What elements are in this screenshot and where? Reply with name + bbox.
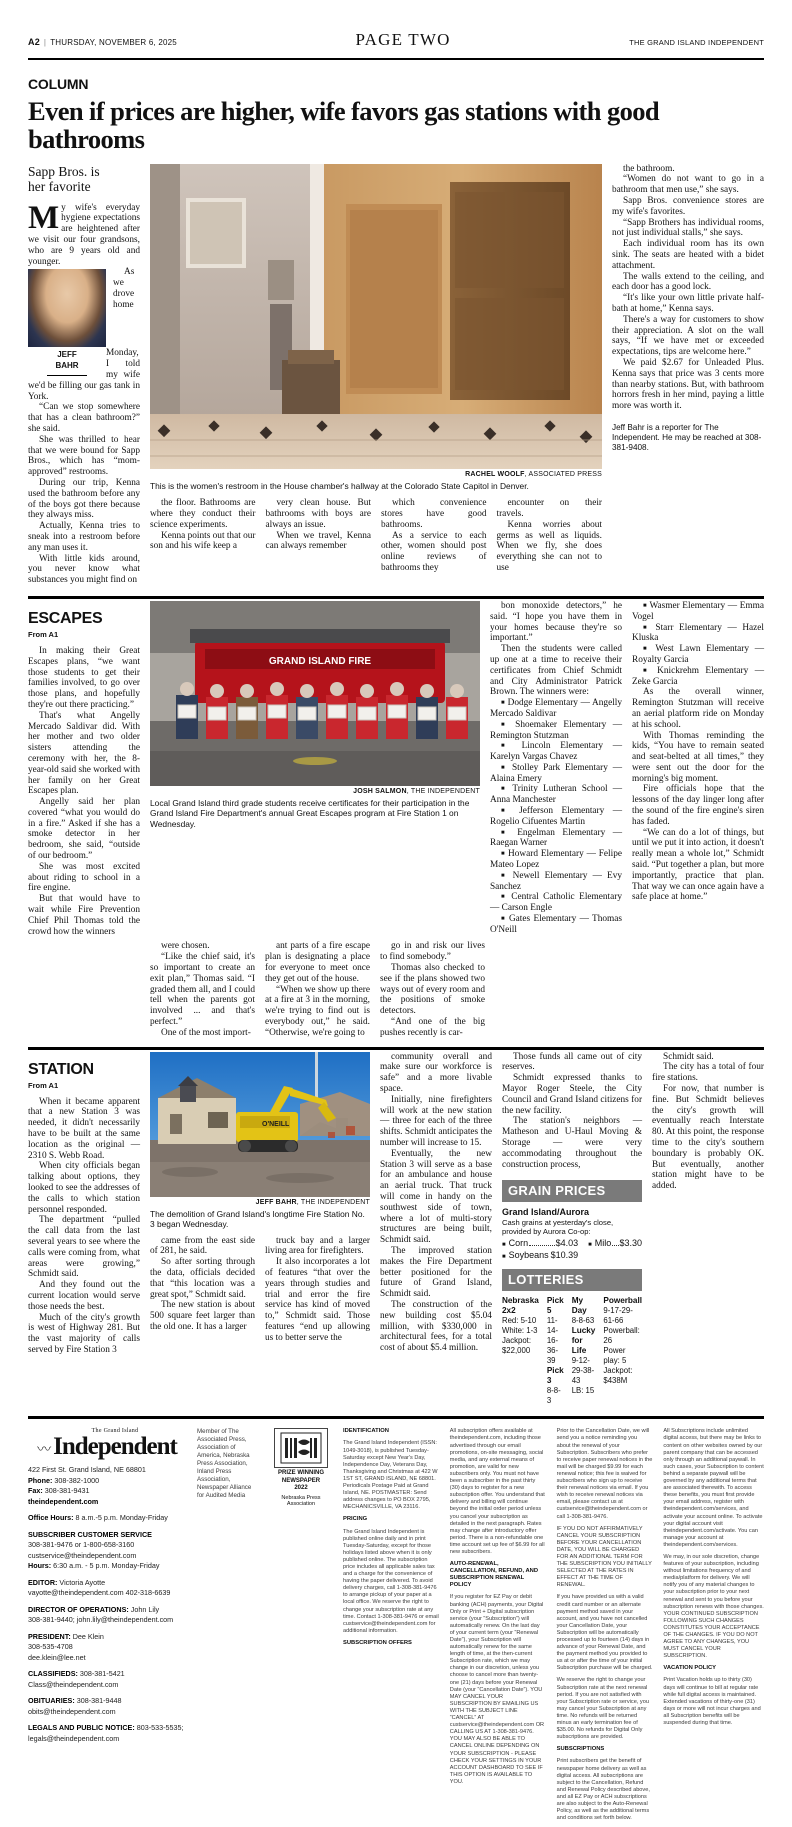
deck-line-1: Sapp Bros. is [28, 163, 100, 179]
escapes-winners-list [490, 698, 622, 936]
paragraph: In making their Great Escapes plans, “we want those students to get their families involved, to go over those plans, and hopefully they're out there practicing.” [28, 645, 140, 710]
paragraph: The department “pulled the call data from the last several years to see where the calls were coming from, what areas were growing,” Schmidt said. [28, 1215, 140, 1280]
bullet-icon: ■ [501, 786, 508, 793]
lottery-column [572, 1296, 596, 1406]
publication-name: THE GRAND ISLAND INDEPENDENT [629, 38, 764, 47]
autorenew-head: AUTO-RENEWAL, CANCELLATION, REFUND, AND SUBSCRIPTION RENEWAL POLICY [449, 1561, 539, 1589]
lottery-game-name: Pick 3 [546, 1366, 564, 1386]
escapes-head: ESCAPES [28, 609, 103, 627]
footer-autorenew-col [557, 1428, 653, 1827]
paragraph: bon monoxide detectors,” he said. “I hope you have them in your homes because they're so important.” [490, 600, 622, 644]
award-association: Nebraska Press Association [281, 1494, 321, 1507]
grain-prices-box [502, 1180, 642, 1260]
lottery-game-name: Nebraska 2x2 [501, 1296, 539, 1316]
station-mid-columns [150, 1236, 370, 1344]
paragraph: And they found out the current location would serve those needs the best. [28, 1280, 140, 1312]
lotteries-box [502, 1269, 642, 1406]
photo-credit-org: , ASSOCIATED PRESS [524, 470, 602, 478]
changes-text: We may, in our sole discretion, change features of your subscription, including without limitations frequency of and media/platform for delivery. We will notify you of any material changes to your subscription prior to your next renewal and sent to you before your subscription renews with those changes. YOUR CONTINUED SUBSCRIPTION FOLLOWING SUCH CHANGES CONSTITUTES YOUR ACCEPTANCE OF THE CHANGES. IF YOU DO NOT AGREE TO ANY CHANGES, YOU MUST CANCEL YOUR SUBSCRIPTION. [663, 1553, 764, 1660]
station-from: From A1 [28, 1080, 59, 1090]
autorenew-text-5: We reserve the right to change your Subscription rate at the next renewal period. If you are not satisfied with your Subscription rate or service, you may cancel your Subscription at any time. No refunds will be returned minus an early termination fee of $35.00. No refunds for Digital Only subscriptions are provided. [556, 1677, 649, 1741]
paragraph: The construction of the new building cost $5.04 million, with $330,000 in architectural fees, for a total cost of about $5.4 million. [380, 1299, 492, 1354]
jump-col-1 [150, 498, 256, 574]
president-label: PRESIDENT: [28, 1631, 71, 1641]
winner-item: ■ Starr Elementary — Hazel Kluska [632, 622, 764, 644]
suboffers-head: SUBSCRIPTION OFFERS [343, 1639, 412, 1646]
paragraph: go in and risk our lives to find somebody.” [380, 941, 485, 963]
winner-item: ■ Shoemaker Elementary — Remington Stutzman [490, 719, 622, 741]
station-col-2 [150, 1236, 255, 1344]
phone-value[interactable]: 308-382-1000 [54, 1475, 100, 1485]
escapes-winners-list-2 [632, 601, 764, 687]
identification-head: IDENTIFICATION [343, 1428, 389, 1435]
deck-line-2: her favorite [28, 178, 91, 194]
phone-label: Phone: [28, 1475, 53, 1485]
editor-label: EDITOR: [28, 1577, 58, 1587]
award-seal-icon [274, 1428, 328, 1468]
jump-col-3 [381, 498, 487, 574]
classifieds-email[interactable]: Class@theindependent.com [28, 1679, 119, 1689]
paragraph: Eventually, the new Station 3 will serve as a base for an ambulance and house an aerial truck. That truck will come in handy on the southwest side of town, where a lot of multi-story structures are being built, Schmidt said. [380, 1148, 492, 1246]
paragraph: The station's neighbors — Matheson and U-Haul Moving & Storage — were very accommodating throughout the construction process, [501, 1116, 643, 1170]
paragraph: Much of the city's growth is west of Highway 281. But the vast majority of calls served by Fire Station 3 [28, 1312, 140, 1355]
column-right [612, 164, 764, 586]
column-right-text [612, 164, 764, 412]
escapes-col-5-wrap [490, 601, 622, 938]
award-line-2: NEWSPAPER [281, 1477, 321, 1484]
autorenew-text-2: Prior to the Cancellation Date, we will send you a notice reminding you about the renewal of your Subscription. Subscribers who prefer to receive paper renewal notices in the mail will be charged $9.99 for each renewal notice; this fee is waived for subscribers who sign up to receive their renewal notices via email. If you wish to receive renewal notices via email, please contact us at custservice@theindependent.com or call 1-308-381-9476. [556, 1428, 653, 1520]
paragraph: Each individual room has its own sink. The seats are heated with a bidet attachment. [612, 239, 764, 271]
paragraph: When it became apparent that a new Station 3 was needed, it didn't necessarily have to be built at the same location as the original — 2310 S. Webb Road. [28, 1096, 140, 1161]
mugshot-name-line-1: JEFF [57, 350, 77, 360]
lottery-column [603, 1296, 642, 1406]
bullet-icon: ■ [501, 700, 505, 707]
grain-row [502, 1250, 578, 1261]
bullet-icon: ■ [501, 1241, 506, 1248]
legals-email[interactable]: legals@theindependent.com [28, 1733, 120, 1743]
escapes-lower-columns [28, 941, 764, 1038]
obits-phone[interactable]: 308-381-9448 [76, 1696, 122, 1706]
lottery-result: 9-12-29-38-43 [571, 1356, 595, 1386]
paragraph: truck bay and a larger living area for firefighters. [265, 1235, 370, 1257]
escapes-credit-name: JOSH SALMON [353, 787, 407, 795]
bullet-icon: ■ [501, 808, 511, 815]
lottery-result: Power play: 5 [603, 1346, 627, 1366]
paragraph: We paid $2.67 for Unleaded Plus. Kenna says that price was 3 cents more than nearby stations. But, with bathroom horrors fresh in her mind, paying a little more was worth it. [612, 357, 764, 412]
lotteries-title: LOTTERIES [502, 1269, 642, 1291]
great-escapes-photo [150, 601, 480, 786]
footer-address: 422 First St. Grand Island, NE 68801 [28, 1465, 146, 1475]
paragraph: “Can we stop somewhere that has a clean bathroom?” she said. [28, 402, 140, 434]
paragraph: She was thrilled to hear that we were bound for Sapp Bros., which has “mom-approved” restrooms. [28, 434, 140, 478]
grain-price: $3.30 [619, 1237, 643, 1248]
paragraph: “It's like your own little private half-bath at home,” Kenna says. [612, 293, 764, 314]
escapes-credit-org: , THE INDEPENDENT [406, 787, 480, 795]
folio-date: THURSDAY, NOVEMBER 6, 2025 [50, 38, 177, 47]
office-hours-label: Office Hours: [28, 1513, 74, 1523]
dirops-name: John Lily [130, 1604, 160, 1614]
lottery-result: LB: 15 [571, 1386, 595, 1396]
classifieds-label: CLASSIFIEDS: [28, 1669, 78, 1679]
escapes-col-4 [380, 941, 485, 1038]
grain-name: Milo [594, 1237, 612, 1248]
grain-rows [502, 1236, 642, 1260]
station-col-6 [652, 1052, 764, 1192]
lottery-result: White: 1-3 [501, 1326, 538, 1336]
classifieds-phone[interactable]: 308-381-5421 [79, 1669, 125, 1679]
editor-name: Victoria Ayotte [59, 1577, 106, 1587]
footer-contact-block [28, 1465, 186, 1744]
paragraph: Schmidt expressed thanks to Mayor Roger Steele, the City Council and Grand Island citizens for the new facility. [501, 1073, 643, 1116]
paragraph: As a service to each other, women should post online reviews of bathrooms they [381, 530, 487, 573]
station-head: STATION [28, 1060, 94, 1078]
paragraph: Schmidt said. [663, 1051, 714, 1062]
digital-text: All Subscriptions include unlimited digital access, but there may be links to content on other websites owned by our parent company that can be accessed only through an additional paywall. In such cases, your Subscription to content behind a separate paywall will be governed by any additional terms that are associated therewith. To access these benefits, you must first provide your email address, register with theindependent.com/services, and activate your account online. To activate your digital account visit theindependent.com/activate. You can manage your account at theindependent.com/services. [663, 1428, 764, 1548]
bullet-icon: ■ [643, 624, 650, 631]
photo-graphic [150, 1052, 370, 1197]
footer-contact-col [28, 1428, 186, 1827]
station-section [28, 1052, 764, 1407]
escapes-section [28, 601, 764, 938]
grain-price: $4.03 [555, 1237, 579, 1248]
grain-name: Corn [508, 1237, 529, 1248]
dirops-label: DIRECTOR OF OPERATIONS: [28, 1604, 129, 1614]
photo-credit-name: RACHEL WOOLF [465, 470, 525, 478]
lottery-game-name: Pick 5 [546, 1296, 564, 1316]
paragraph: For now, that number is fine. But Schmidt believes the city's growth will eventually reach Interstate 80. At this point, the response time to the city's southern boundary is probably OK. But eventually, another station might have to be added. [652, 1084, 765, 1192]
fax-label: Fax: [28, 1486, 43, 1496]
paragraph: It also incorporates a lot of features “that over the years through studies and trial and error the fire service has kind of moved to,” Schmidt said. Those features “end up allowing us to better serve the [265, 1257, 370, 1343]
obits-label: OBITUARIES: [28, 1696, 75, 1706]
identification-text: The Grand Island Independent (ISSN: 1049-3018), is published Tuesday-Saturday except New Year's Day, Independence Day, Veterans Day, Thanksgiving and Christmas at 422 W 1ST ST, GRAND ISLAND, NE 68801. Periodicals Postage Paid at Grand Island, NE. POSTMASTER: Send address changes to PO BOX 2795, MECHANICSVILLE, VA 23116. [343, 1440, 438, 1511]
column-photo-block [150, 164, 602, 586]
autorenew-text-3: IF YOU DO NOT AFFIRMATIVELY CANCEL YOUR SUBSCRIPTION BEFORE YOUR CANCELLATION DATE, YOU WILL BE CHARGED FOR AN ADDITIONAL TERM FOR THE SUBSCRIPTION YOU INITIALLY SELECTED AT THE RATES IN EFFECT AT THE TIME OF RENEWAL. [556, 1525, 652, 1589]
bullet-icon: ■ [501, 851, 506, 858]
member-text: Member of The Associated Press, Association of America, Nebraska Press Association, Inland Press Association, Newspaper Alliance for Audited Media [197, 1428, 252, 1500]
lottery-result: 9-17-29-61-66 [603, 1306, 633, 1326]
paragraph: One of the most import- [161, 1027, 251, 1038]
lottery-result: $22,000 [501, 1346, 531, 1356]
president-phone[interactable]: 308-535-4708 [28, 1642, 73, 1652]
suboffers-text: All subscription offers available at theindependent.com, including those advertised through our email promotions, on-site messaging, social media, and any external means of promotion, are valid for new subscribers only. You must not have been a subscriber in the past thirty (30) days to register for a new subscription offer. You understand that delivery and billing will continue beyond the initial order period unless you cancel your subscription as detailed in the next paragraph. Rates may change after introductory offer period. There is a non-refundable one time account set up fee of $6.99 for all new subscribers. [449, 1428, 545, 1555]
subscriber-phone[interactable]: 308-381-9476 or 1-800-658-3160 [28, 1540, 135, 1550]
bullet-icon: ■ [501, 872, 508, 879]
station-col-6-wrap [652, 1052, 764, 1407]
photo-credit [150, 471, 602, 478]
mugshot-name-line-2: BAHR [55, 361, 79, 371]
president-name: Dee Klein [72, 1631, 104, 1641]
station-col-4-wrap [380, 1052, 492, 1407]
bullet-icon: ■ [501, 829, 510, 836]
president-email[interactable]: dee.klein@lee.net [28, 1652, 86, 1662]
paragraph: The new station is about 500 square feet larger than the old one. It has a larger [150, 1300, 255, 1332]
paragraph: Sapp Bros. convenience stores are my wife's favorites. [612, 196, 764, 217]
nameplate: Independent [53, 1433, 177, 1461]
bullet-icon: ■ [643, 667, 651, 674]
station-left [28, 1052, 140, 1407]
folio-left: A2 | THURSDAY, NOVEMBER 6, 2025 [28, 37, 177, 47]
capitol-restroom-photo [150, 164, 602, 469]
bullet-icon: ■ [501, 916, 506, 923]
column-lead [28, 199, 140, 268]
paragraph: Angelly said her plan covered “what you would do in a fire.” Asked if she has a smoke detector in her bedroom, she said, “outside of our bedroom.” [28, 797, 140, 862]
footer-offers-col [450, 1428, 546, 1827]
lotteries-grid [502, 1296, 642, 1406]
escapes-divider [28, 596, 764, 599]
page-number: A2 [28, 37, 40, 47]
grain-prices-title: GRAIN PRICES [502, 1180, 642, 1202]
paragraph: Actually, Kenna tries to sneak into a restroom before any man uses it. [28, 521, 140, 553]
vacation-text: Print Vacation holds up to thirty (30) days will continue to bill at regular rate while full digital access is maintained. Extended vacations of thirty-one (31) days or more will not incur charges and all Subscription benefits will be suspended during that time. [663, 1677, 761, 1727]
winner-item: ■ Newell Elementary — Evy Sanchez [490, 870, 623, 892]
winner-item: ■ Gates Elementary — Thomas O'Neill [490, 914, 623, 935]
grain-row [588, 1238, 642, 1249]
lottery-result: Jackpot: [501, 1336, 532, 1346]
escapes-col-3 [265, 941, 370, 1038]
column-tagline: Jeff Bahr is a reporter for The Independent. He may be reached at 308-381-9408. [612, 422, 762, 453]
column-jump-columns [150, 498, 602, 574]
obits-email[interactable]: obits@theindependent.com [28, 1706, 116, 1716]
pricing-head: PRICING [343, 1516, 368, 1523]
drop-cap: M [28, 199, 60, 236]
bullet-icon: ■ [643, 646, 650, 653]
paragraph: She was most excited about riding to school in a fire engine. [28, 861, 140, 894]
paragraph: Those funds all came out of city reserves. [501, 1051, 643, 1073]
pricing-text: The Grand Island Independent is published online daily and in print Tuesday-Saturday, except for those holidays listed above when it is only published online. The subscription price includes all applicable sales tax and a charge for the convenience of having the paper delivered. To avoid delivery charges, call 1-308-381-9476 to arrange pickup of your paper at a local office. We reserve the right to change your subscription rate at any time. Contact 1-308-381-9476 or email custservice@theindependent.com for additional information. [343, 1528, 439, 1634]
escapes-col-6 [632, 687, 764, 903]
station-right-rail [502, 1052, 642, 1407]
winner-item: ■ Howard Elementary — Felipe Mateo Lopez [490, 849, 622, 871]
paragraph: Thomas also checked to see if the plans showed two ways out of every room and the positions of smoke detectors. [380, 963, 485, 1017]
winner-item: ■ Dodge Elementary — Angelly Mercado Saldivar [490, 698, 623, 719]
paragraph: ant parts of a fire escape plan is designating a place for everyone to meet once they get out of the house. [265, 941, 370, 984]
paragraph: There's a way for customers to show their appreciation. A slot on the wall says, “If we have met or exceeded expectations, tips are welcome here.” [612, 314, 764, 358]
swoosh-icon: 〰 [37, 1443, 52, 1459]
subscriber-service-head: SUBSCRIBER CUSTOMER SERVICE [28, 1529, 152, 1539]
paragraph: The city has a total of four fire stations. [652, 1062, 765, 1084]
winner-item: ■ Wasmer Elementary — Emma Vogel [632, 600, 765, 622]
paragraph: the bathroom. [623, 163, 675, 174]
grain-price: $10.39 [550, 1249, 579, 1260]
award-year: 2022 [294, 1485, 308, 1492]
paragraph: So after sorting through the data, officials decided that “this location was a great spot,” Schmidt said. [150, 1257, 255, 1300]
leader-dots [612, 1245, 618, 1246]
column-story-top [28, 164, 764, 586]
office-hours-value: 8 a.m.-5 p.m. Monday-Friday [75, 1513, 168, 1523]
station-col-3 [265, 1236, 370, 1344]
paragraph: the floor. Bathrooms are where they conduct their science experiments. [150, 498, 256, 530]
svg-text:GRAND ISLAND FIRE: GRAND ISLAND FIRE [268, 655, 372, 667]
mugshot-divider [47, 375, 87, 376]
escapes-from: From A1 [28, 629, 59, 639]
paragraph: “When we show up there at a fire at 3 in the morning, we're trying to find out is everybody out,” he said. “Otherwise, we're going to [265, 984, 370, 1038]
subscriber-email[interactable]: custservice@theindependent.com [28, 1550, 137, 1560]
station-divider [28, 1047, 764, 1050]
vacation-head: VACATION POLICY [663, 1665, 716, 1672]
bullet-icon: ■ [643, 602, 647, 609]
footer-award-col [270, 1428, 332, 1827]
grain-row [502, 1238, 578, 1249]
footer-divider [28, 1416, 764, 1419]
paragraph: Initially, nine firefighters will work at the new station — three for each of the three shifts. Schmidt anticipates the number will increase to 15. [380, 1094, 492, 1148]
station-credit-name: JEFF BAHR [255, 1198, 297, 1206]
winner-item: ■ West Lawn Elementary — Royalty Garcia [632, 644, 764, 665]
bullet-icon: ■ [588, 1241, 592, 1248]
footer-digital-col [663, 1428, 764, 1827]
lottery-column [547, 1296, 564, 1406]
station-col-5 [502, 1052, 642, 1171]
jeff-bahr-mugshot [28, 269, 106, 347]
paragraph: But that would have to wait while Fire Prevention Chief Phil Thomas told the crowd how the winners [28, 894, 140, 937]
station-photo-credit [150, 1199, 370, 1206]
lottery-result: 8-8-63 [571, 1316, 595, 1326]
escapes-photo-block [150, 601, 480, 938]
paragraph: As the overall winner, Remington Stutzman will receive an aerial platform ride on Monday at his school. [632, 687, 764, 730]
winner-item: ■ Jefferson Elementary — Rogelio Cifuentes Martin [490, 806, 623, 827]
paragraph: “And one of the big pushes recently is car- [380, 1017, 485, 1038]
station-col-4 [380, 1052, 492, 1354]
grain-name: Soybeans [508, 1249, 549, 1260]
paragraph: “Like the chief said, it's so important to create an exit plan,” Thomas said. “I graded them all, and I could tell when the parents got involved ... and that's perfect.” [150, 952, 255, 1028]
station-cutline: The demolition of Grand Island's longtime Fire Station No. 3 began Wednesday. [150, 1208, 365, 1230]
legals-label: LEGALS AND PUBLIC NOTICE: [28, 1723, 135, 1733]
nameplate-top: The Grand Island [91, 1428, 139, 1435]
paragraph: which convenience stores have good bathrooms. [381, 498, 487, 530]
footer-member-col [197, 1428, 259, 1827]
escapes-photo-credit [150, 788, 480, 795]
editor-contact[interactable]: vayotte@theindependent.com 402-318-6639 [28, 1588, 171, 1598]
subscriptions-text: Print subscribers get the benefit of newspaper home delivery as well as digital access. All subscriptions are subject to the Cancellation, Refund and Renewal Policy described above, and all EZ Pay or ACH subscriptions are also subject to the Auto-Renewal Policy, as well as the additional terms and conditions set forth below. [556, 1758, 650, 1822]
legals-phone[interactable]: 803-533-5535; [136, 1723, 184, 1733]
lead-paragraph: y wife's everyday hygiene expectations are heightened after we visit our four grandsons, who are 9 years old and younger. [28, 202, 140, 267]
dirops-contact[interactable]: 308-381-9440; john.lily@theindependent.com [28, 1615, 174, 1625]
escapes-col-2 [150, 941, 255, 1038]
station-credit-org: , THE INDEPENDENT [296, 1198, 370, 1206]
bullet-icon: ■ [501, 743, 512, 750]
column-left [28, 164, 140, 586]
subscriptions-head: SUBSCRIPTIONS [556, 1746, 605, 1753]
paragraph: With Thomas reminding the kids, “You have to remain seated and seat-belted at all times,” they were sent out the door for the morning's big moment. [632, 730, 764, 784]
jump-col-2 [266, 498, 372, 574]
paragraph: very clean house. But bathrooms with boys are always an issue. [265, 498, 371, 530]
website-link[interactable]: theindependent.com [28, 1496, 99, 1506]
footer-identification-col [343, 1428, 439, 1827]
paragraph: were chosen. [161, 941, 210, 952]
escapes-cutline: Local Grand Island third grade students receive certificates for their participation in the Grand Island Fire Department's annual Great Escapes program at Fire Station 1 on Wednesday. [150, 797, 470, 829]
lottery-result: 8-8-3 [546, 1386, 561, 1406]
subscriber-hours-label: Hours: [28, 1561, 52, 1571]
lottery-column [502, 1296, 539, 1406]
award-line-1: PRIZE WINNING [278, 1470, 324, 1477]
paragraph: Kenna worries about germs as well as liquids. When we fly, she does everything she can not to use [496, 519, 602, 573]
bullet-icon: ■ [501, 894, 507, 901]
svg-text:O'NEILL: O'NEILL [262, 1120, 290, 1128]
paragraph: “We can do a lot of things, but until we put it into action, it doesn't really mean a whole lot,” Schmidt said. “Put together a plan, but more importantly, practice that plan. That way we can once again have a safe place at home.” [632, 827, 764, 903]
autorenew-text: If you register for EZ Pay or debit banking (ACH) payments, your Digital Only or Print + Digital subscription service (your “Subscription”) will automatically renew. On the last day of your current term (your “Renewal Date”), your Subscription will automatically renew for the same length of time, at the then-current Subscription rate, which we may change in our discretion, unless you choose to cancel more than twenty-one (21) days before your Renewal Date (your “Cancellation Date”). YOU MAY CANCEL YOUR SUBSCRIPTION BY EMAILING US WITH THE SUBJECT LINE “CANCEL” AT custservice@theindependent.com OR CALLING US AT 1-308-381-9476. YOU MAY ALSO BE ABLE TO CANCEL ONLINE DEPENDING ON YOUR SUBSCRIPTION - PLEASE CHECK YOUR SETTINGS IN YOUR ACCOUNT DASHBOARD TO SEE IF THIS OPTION IS AVAILABLE TO YOU. [449, 1594, 545, 1785]
bullet-icon: ■ [501, 1253, 506, 1260]
paragraph: The walls extend to the ceiling, and each door has a good lock. [612, 271, 764, 293]
photo-cutline: This is the women's restroom in the House chamber's hallway at the Colorado State Capitol in Denver. [150, 480, 529, 491]
paragraph: Then the students were called up one at a time to receive their certificates from Chief Schmidt and City Administrator Patrick Brown. The winners were: [490, 644, 622, 698]
grain-note: Cash grains at yesterday's close, provided by Aurora Co-op: [501, 1218, 614, 1237]
station-photo-block [150, 1052, 370, 1407]
station-demolition-photo [150, 1052, 370, 1197]
paragraph: came from the east side of 281, he said. [150, 1235, 255, 1257]
footer-masthead [28, 1428, 764, 1827]
paragraph: When city officials began talking about options, they looked to see the addresses of the calls to which station personnel responded. [28, 1161, 140, 1215]
bullet-icon: ■ [501, 764, 508, 771]
paragraph: That's what Angelly Mercado Saldivar did. With her mother and two older sisters attending the ceremony with her, the 8-year-old said she worked with her family on her Great Escapes plan. [28, 710, 140, 797]
section-kicker-column: COLUMN [28, 76, 89, 92]
lottery-game-name: Powerball [603, 1296, 643, 1306]
column-headline: Even if prices are higher, wife favors gas stations with good bathrooms [28, 96, 660, 154]
jump-col-4 [497, 498, 603, 574]
fax-value: 308-381-9431 [44, 1486, 90, 1496]
paragraph: The improved station makes the Fire Department better positioned for the future of Grand Island, Schmidt said. [380, 1245, 492, 1300]
grain-market: Grand Island/Aurora [501, 1207, 589, 1218]
winner-item: ■ Central Catholic Elementary — Carson Engle [490, 892, 622, 914]
paragraph: encounter on their travels. [496, 498, 602, 519]
leader-dots [529, 1245, 555, 1246]
paragraph: “Women do not want to go in a bathroom that men use,” she says. [612, 174, 764, 196]
escapes-col-6-wrap [632, 601, 764, 938]
station-col-1 [28, 1097, 140, 1356]
page-title: PAGE TWO [355, 30, 451, 49]
lottery-result: 11-14-16-36-39 [546, 1316, 559, 1366]
winner-item: ■ Stolley Park Elementary — Alaina Emery [490, 762, 623, 784]
escapes-col-1 [28, 646, 140, 938]
winner-item: ■ Knickrehm Elementary — Zeke Garcia [632, 665, 764, 687]
lottery-game-name: My Day [571, 1296, 587, 1316]
winner-item: ■ Lincoln Elementary — Karelyn Vargas Chavez [490, 741, 622, 763]
paragraph: community overall and make sure our workforce is safe” and a more livable space. [380, 1051, 492, 1095]
paragraph: With little kids around, you never know what substances you might find on [28, 553, 140, 586]
folio-bar [28, 0, 764, 50]
photo-graphic [150, 164, 602, 469]
subscriber-hours-value: 6:30 a.m. - 5 p.m. Monday-Friday [53, 1561, 160, 1571]
paragraph: During our trip, Kenna used the bathroom before any of the boys got there because they always miss. [28, 477, 140, 521]
escapes-col-5 [490, 601, 622, 698]
photo-graphic [150, 601, 480, 786]
winner-item: ■ Trinity Lutheran School — Anna Manchester [490, 784, 622, 806]
paragraph: Kenna points out that our son and his wife keep a [150, 530, 256, 552]
escapes-left [28, 601, 140, 938]
paragraph: When we travel, Kenna can always remember [265, 530, 371, 552]
paragraph: As we drove home Monday, I told my wife we'd be filling our gas tank in York. [28, 267, 140, 402]
award-graphic [280, 1432, 322, 1464]
autorenew-text-4: If you have provided us with a valid credit card number or an alternate payment method saved in your account, and you have not cancelled your Cancellation Date, your Subscription will be automatically processed up to fourteen (14) days in advance of your Renewal Date, and the payment method you provided to us at or after the time of your initial Subscription purchase will be charged. [556, 1594, 653, 1672]
bullet-icon: ■ [501, 721, 509, 728]
lottery-result: Red: 5-10 [501, 1316, 537, 1326]
winner-item: ■ Engelman Elementary — Raegan Warner [490, 827, 622, 849]
paragraph: Fire officials hope that the lessons of the day linger long after the sound of the fire engine's siren has faded. [632, 784, 764, 827]
lottery-result: Powerball: 26 [603, 1326, 640, 1346]
paragraph: “Sapp Brothers has individual rooms, not just individual stalls,” she says. [612, 217, 764, 239]
folio-rule [28, 58, 764, 60]
lottery-result: Jackpot: $438M [603, 1366, 633, 1386]
lottery-game-name: Lucky for Life [571, 1326, 596, 1356]
